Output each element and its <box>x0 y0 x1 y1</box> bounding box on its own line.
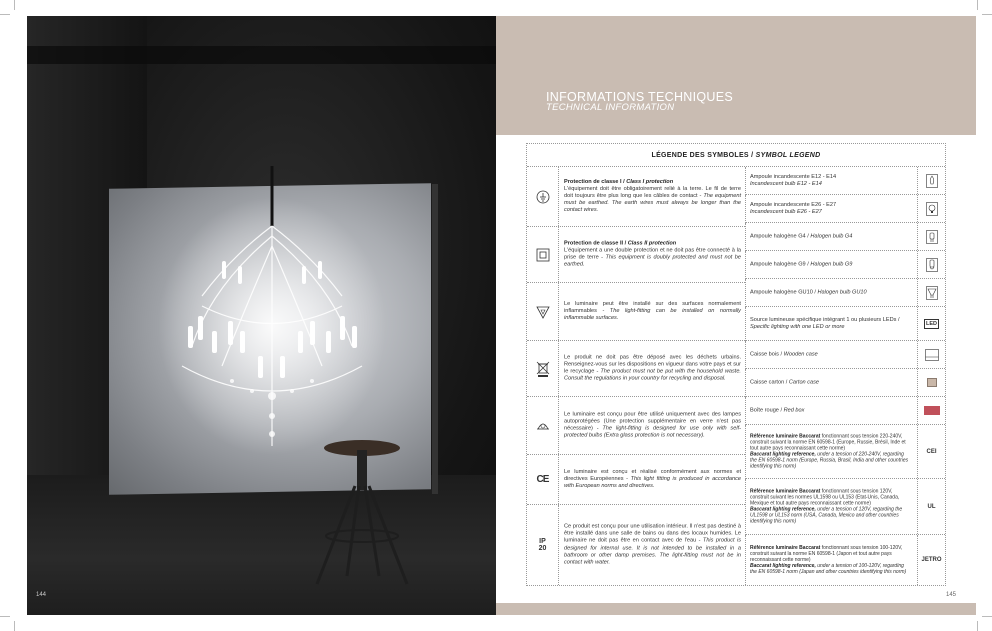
crop-mark <box>14 621 15 631</box>
crop-mark <box>14 0 15 10</box>
page-title: INFORMATIONS TECHNIQUES <box>546 90 734 104</box>
ce-mark-icon: CE <box>527 455 559 504</box>
ip20-icon: IP 20 <box>527 505 559 585</box>
legend-row-led: Source lumineuse spécifique intégrant 1 ou plusieurs LEDs / Specific lighting with one LED or more LED <box>745 307 945 341</box>
ul-label: UL <box>917 479 945 534</box>
page-number-right: 145 <box>946 592 957 598</box>
double-square-icon <box>527 227 559 282</box>
legend-row-class1: Protection de classe I / Class I protection L'équipement doit être obligatoirement relié à la terre. Le fil de terre doit toujours être plus long que les câbles de contact - The equipment must be earthed. The earth wires must always be longer than the contact wires. <box>527 167 745 227</box>
flammable-triangle-icon <box>527 283 559 340</box>
legend-title: LÉGENDE DES SYMBOLES / SYMBOL LEGEND <box>527 144 945 167</box>
symbol-legend-table <box>526 143 946 586</box>
legend-row-gu10: Ampoule halogène GU10 / Halogen bulb GU10 <box>745 279 945 307</box>
crop-mark <box>0 14 10 15</box>
page-number-left: 144 <box>36 592 47 598</box>
chandelier-illustration <box>152 166 392 456</box>
legend-row-red-box: Boîte rouge / Red box <box>745 397 945 425</box>
crop-mark <box>977 0 978 10</box>
legend-row-cei: Référence luminaire Baccarat fonctionnant sous tension 220-240V, construit suivant la norme EN 60598-1 (Europe, Russie, Brésil, Inde et tout autre pays reconnaissant cette norme) Baccarat lighting reference, under a tension of 220-240V, regarding the EN 60598-1 norm (Europe, Russia, Brasil, India and other countries identifying this norm) CEI <box>745 425 945 479</box>
halogen-gu10-icon <box>917 279 945 306</box>
jetro-label: JETRO <box>917 535 945 585</box>
earth-ground-icon <box>527 167 559 226</box>
legend-row-g4: Ampoule halogène G4 / Halogen bulb G4 <box>745 223 945 251</box>
carton-case-icon <box>917 369 945 396</box>
legend-row-carton-case: Caisse carton / Carton case <box>745 369 945 397</box>
halogen-g9-icon <box>917 251 945 278</box>
wooden-case-icon <box>917 341 945 368</box>
led-icon: LED <box>917 307 945 340</box>
stool-illustration <box>307 436 417 586</box>
legend-row-self-protected: Le luminaire est conçu pour être utilisé uniquement avec des lampes autoprotégées (Une protection supplémentaire en verre n'est pas nécessaire) - The light-fitting is designed for use only with self-protected bulbs (Extra glass protection is not necessary). <box>527 397 745 455</box>
legend-row-g9: Ampoule halogène G9 / Halogen bulb G9 <box>745 251 945 279</box>
legend-row-weee: Le produit ne doit pas être déposé avec les déchets urbains. Renseignez-vous sur les dispositions en vigueur dans votre pays et sur le recyclage - The product must not be put with the household waste. Consult the regulations in your country for recycling and disposal. <box>527 341 745 397</box>
legend-row-ul: Référence luminaire Baccarat fonctionnant sous tension 120V, construit suivant les normes UL1598 ou UL153 (Etat-Unis, Canada, Mexique et tout autre pays reconnaissant cette norme) Baccarat lighting reference, under a tension of 120V, regarding the UL1598 or UL153 norm (USA, Canada, Mexico and other countries identifying this norm) UL <box>745 479 945 535</box>
header-band <box>496 16 976 135</box>
crop-mark <box>982 616 992 617</box>
legend-row-wooden-case: Caisse bois / Wooden case <box>745 341 945 369</box>
self-protected-bulb-icon <box>527 397 559 454</box>
legend-row-class2: Protection de classe II / Class II protection L'équipement a une double protection et ne doit pas être connecté à la prise de terre - This equipment is doubly protected and must not be earthed. <box>527 227 745 283</box>
bulb-e14-icon <box>917 167 945 194</box>
legend-row-ce: CE Le luminaire est conçu et réalisé conformément aux normes et directives Européennes - This light fitting is produced in accordance with European norms and directives. <box>527 455 745 505</box>
legend-row-ip20: IP 20 Ce produit est conçu pour une utilisation intérieur. Il n'est pas destiné à être installé dans une salle de bains ou dans des locaux humides. Le luminaire ne doit pas être en contact avec de l'eau - This product is designed for internal use. It is not intended to be installed in a bathroom or other damp premises. The light-fitting must not be in contact with water. <box>527 505 745 585</box>
red-box-icon <box>917 397 945 424</box>
legend-row-e14: Ampoule incandescente E12 - E14 Incandescent bulb E12 - E14 <box>745 167 945 195</box>
crop-mark <box>982 14 992 15</box>
legend-row-e27: Ampoule incandescente E26 - E27 Incandescent bulb E26 - E27 <box>745 195 945 223</box>
crop-mark <box>977 621 978 631</box>
footer-band <box>496 603 976 615</box>
cei-label: CEI <box>917 425 945 478</box>
page-subtitle: TECHNICAL INFORMATION <box>546 102 675 113</box>
chandelier-photo <box>27 16 496 615</box>
legend-row-flammable: Le luminaire peut être installé sur des surfaces normalement inflammables - The light-fitting can be installed on normally inflammable surfaces. <box>527 283 745 341</box>
halogen-g4-icon <box>917 223 945 250</box>
crossed-bin-icon <box>527 341 559 396</box>
legend-row-jetro: Référence luminaire Baccarat fonctionnant sous tension 100-120V, construit suivant la norme EN 60598-1 (Japon et tout autre pays reconnaissant cette norme) Baccarat lighting reference, under a tension of 100-120V, regarding the EN 60598-1 norm (Japan and other countries identifying this norm) JETRO <box>745 535 945 585</box>
crop-mark <box>0 616 10 617</box>
bulb-e27-icon <box>917 195 945 222</box>
